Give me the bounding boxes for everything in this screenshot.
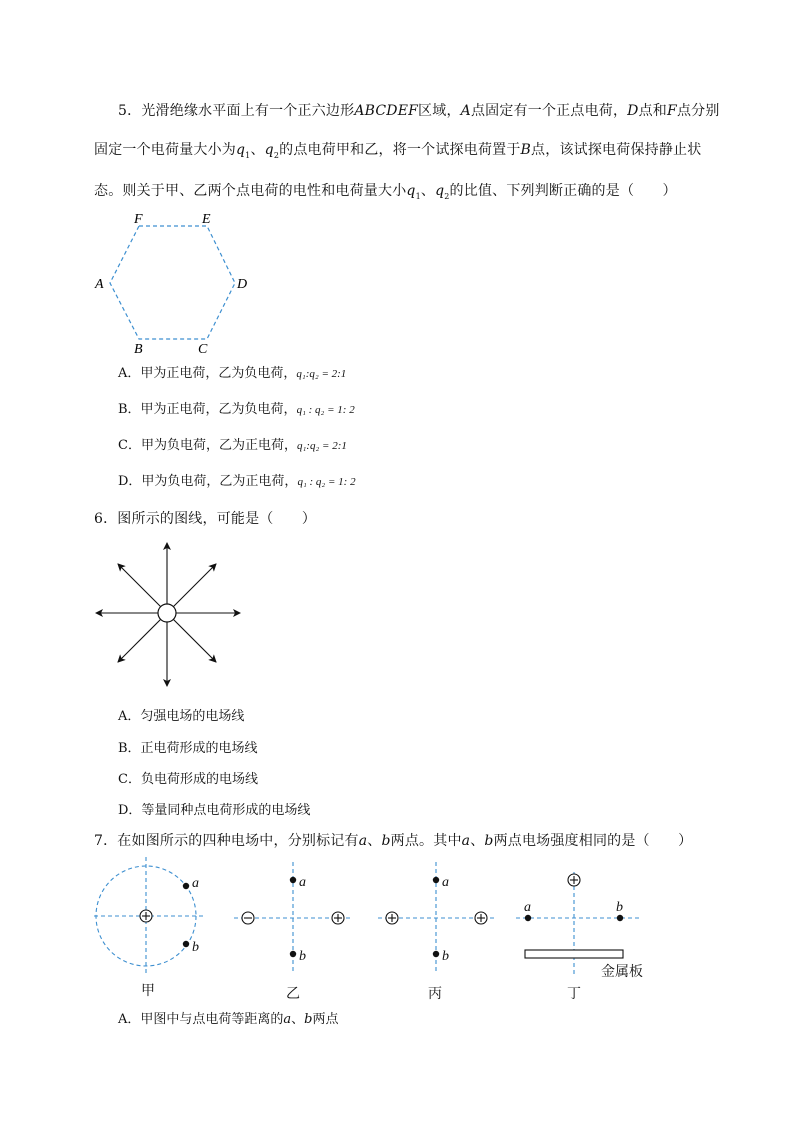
option-text: C．甲为负电荷，乙为正电荷， [118,438,297,453]
text: 点固定有一个正点电荷， [470,103,628,119]
text: 点分别 [676,103,720,119]
point-label: B [520,142,532,158]
q6-option-a[interactable]: A．匀强电场的电场线 [118,709,245,724]
ding-point-a [525,915,531,921]
point-charge-circle [158,604,176,622]
option-text: B．甲为正电荷，乙为负电荷， [118,402,297,417]
option-ratio: q₁ : q₂ = 1: 2 [297,476,356,488]
jia-point-b [183,941,189,947]
q6-stem: 6．图所示的图线，可能是（ ） [94,511,317,527]
text: 、 [420,183,436,199]
text: 、 [250,142,265,158]
q6-option-c[interactable]: C．负电荷形成的电场线 [118,772,258,787]
bing-label-a: a [442,875,449,890]
caption-ding: 丁 [567,986,581,1002]
text: 固定一个电荷量大小为 [94,142,236,158]
bing-label-b: b [442,949,449,964]
field-line-up-left [118,564,161,607]
text: 的点电荷甲和乙，将一个试探电荷置于 [279,142,521,158]
caption-jia: 甲 [141,983,155,999]
text: 态。则关于甲、乙两个点电荷的电性和电荷量大小 [94,183,407,199]
point-label: a [283,1012,292,1027]
point-label: a [461,833,471,849]
point-label: b [484,833,494,849]
point-label: D [627,103,639,119]
q6-option-b[interactable]: B．正电荷形成的电场线 [118,741,258,756]
point-label: b [381,833,391,849]
charge-q1: q [236,142,246,158]
q5-option-a[interactable] [118,362,346,381]
q5-line-1 [118,100,720,120]
hexagon-outline [110,226,235,339]
yi-label-b: b [299,949,306,964]
q6-option-d[interactable]: D．等量同种点电荷形成的电场线 [118,803,311,818]
yi-label-a: a [299,875,306,890]
metal-plate [525,950,623,958]
subscript-1: 1 [245,150,251,160]
q5-option-d[interactable] [118,470,356,489]
q5-option-b[interactable] [118,398,355,417]
q5-line-2 [94,139,701,160]
jia-label-a: a [192,876,199,891]
text: 点和 [638,103,668,119]
metal-plate-label: 金属板 [601,964,643,980]
jia-label-b: b [192,940,199,955]
option-text: D．甲为负电荷，乙为正电荷， [118,474,298,489]
field-line-down-left [118,619,161,662]
ding-label-a: a [524,900,531,915]
bing-point-a [433,877,439,883]
charge-q1: q [406,183,416,199]
option-ratio: q₁ : q₂ = 1: 2 [296,404,355,416]
q5-option-c[interactable] [118,434,347,453]
point-label: F [667,103,677,119]
subscript-2: 2 [273,150,280,160]
vertex-label-a: A [95,277,104,292]
vertex-label-b: B [134,342,143,355]
caption-bing: 丙 [428,986,442,1002]
text: 的比值、下列判断正确的是（ ） [449,183,677,199]
q7-option-a[interactable] [118,1008,339,1027]
point-label: A [460,103,471,119]
ding-point-b [617,915,623,921]
caption-yi: 乙 [286,986,300,1002]
field-line-down-right [173,619,216,662]
text: 两点。其中 [390,833,462,849]
text: 点，该试探电荷保持静止状 [531,142,702,158]
option-text: A．甲为正电荷，乙为负电荷， [118,366,297,381]
point-label: a [358,833,368,849]
hexagon-name: ABCDEF [354,103,419,119]
vertex-label-f: F [134,212,143,227]
yi-point-a [290,877,296,883]
text: 、 [367,833,382,849]
text: 光滑绝缘水平面上有一个正六边形 [141,103,355,119]
text: 两点电场强度相同的是（ ） [493,833,693,849]
subscript-1: 1 [415,191,421,201]
four-field-diagrams [88,852,668,987]
jia-point-a [183,883,189,889]
yi-point-b [290,951,296,957]
ding-label-b: b [616,900,623,915]
option-ratio: q₁:q₂ = 2:1 [296,368,347,380]
vertex-label-d: D [237,277,248,292]
q7-stem [94,830,692,850]
option-ratio: q₁:q₂ = 2:1 [296,440,347,452]
vertex-label-e: E [202,212,211,227]
charge-q2: q [435,183,445,199]
text: 7．在如图所示的四种电场中，分别标记有 [94,833,359,849]
text: 、 [470,833,485,849]
option-text: 两点 [312,1012,339,1027]
radial-field-diagram [92,540,244,690]
field-line-up-right [173,564,216,607]
hexagon-diagram [88,205,258,355]
q5-line-3 [94,180,677,201]
bing-point-b [433,951,439,957]
subscript-2: 2 [444,191,450,201]
point-label: b [304,1012,313,1027]
vertex-label-c: C [198,342,208,355]
charge-q2: q [264,142,274,158]
text: 区域， [418,103,461,119]
text: 、 [291,1012,305,1027]
question-number: 5． [118,103,142,119]
option-text: A．甲图中与点电荷等距离的 [118,1012,284,1027]
